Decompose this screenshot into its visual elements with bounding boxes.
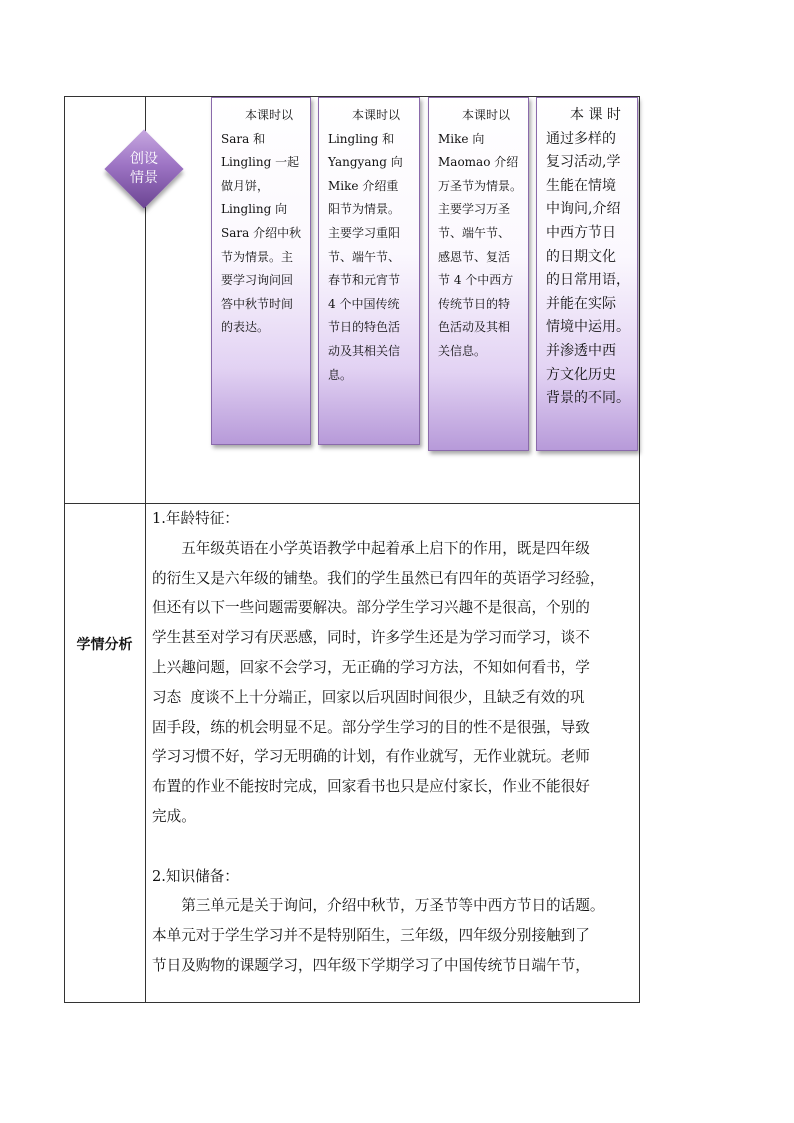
card-line: 节、端午节、	[328, 249, 401, 264]
card-line: 并能在实际	[546, 295, 616, 312]
card-line: 本课时以	[245, 108, 294, 122]
card-line: Sara 和	[221, 131, 266, 146]
card-line: 本课时以	[352, 108, 401, 122]
paragraph-line: 布置的作业不能按时完成，回家看书也只是应付家长，作业不能很好	[152, 778, 590, 796]
card-line: 情境中运用。	[546, 319, 630, 336]
card-line: Sara 介绍中秋	[221, 225, 302, 240]
card-line: Lingling 和	[328, 131, 395, 146]
card-line: 阳节为情景。	[328, 202, 401, 217]
paragraph-line: 的衍生又是六年级的铺垫。我们的学生虽然已有四年的英语学习经验，	[152, 569, 605, 587]
card-line: 息。	[328, 367, 353, 382]
card-line: 复习活动,学	[546, 154, 621, 171]
blank-line	[152, 832, 636, 862]
card-line: 色活动及其相	[438, 320, 511, 335]
paragraph-line: 但还有以下一些问题需要解决。部分学生学习兴趣不是很高，个别的	[152, 599, 590, 617]
scenario-diamond-label	[105, 130, 183, 208]
card-line: 春节和元宵节	[328, 273, 401, 288]
diamond-line: 情景	[130, 170, 158, 186]
paragraph-line: 学生甚至对学习有厌恶感，同时，许多学生还是为学习而学习，谈不	[152, 629, 590, 647]
paragraph-line: 五年级英语在小学英语教学中起着承上启下的作用，既是四年级	[181, 539, 590, 557]
paragraph-line: 节日及购物的课题学习，四年级下学期学习了中国传统节日端午节，	[152, 956, 590, 974]
card-line: Yangyang 向	[328, 155, 403, 170]
card-line: 传统节日的特	[438, 296, 511, 311]
card-line: 答中秋节时间	[221, 296, 294, 311]
lesson1-card	[211, 97, 311, 445]
card-line: 方文化历史	[546, 366, 616, 383]
card-line: 生能在情境	[546, 177, 616, 194]
card-line: 中西方节日	[546, 224, 616, 241]
lesson4-card	[536, 97, 638, 451]
learner-analysis-content	[152, 504, 636, 981]
paragraph-line: 固手段，练的机会明显不足。部分学生学习的目的性不是很强，导致	[152, 718, 590, 736]
card-line: 万圣节为情景。	[438, 178, 523, 193]
paragraph-line: 习态 度谈不上十分端正，回家以后巩固时间很少，且缺乏有效的巩	[152, 688, 585, 706]
card-line: 本课时以	[462, 108, 511, 122]
card-line: 的日常用语，	[546, 272, 630, 289]
diamond-line: 创设	[130, 151, 158, 167]
card-line: 节 4 个中西方	[438, 273, 514, 288]
lesson2-card	[318, 97, 420, 445]
section-heading: 1.年龄特征：	[152, 510, 239, 527]
lesson3-card	[428, 97, 529, 451]
card-line: 做月饼，	[221, 178, 270, 193]
paragraph-line: 上兴趣问题，回家不会学习，无正确的学习方法，不知如何看书，学	[152, 658, 590, 676]
card-line: Lingling 一起	[221, 155, 300, 170]
card-line: 本 课 时	[570, 107, 621, 123]
card-line: 感恩节、复活	[438, 249, 511, 264]
card-line: 动及其相关信	[328, 343, 401, 358]
paragraph-line: 完成。	[152, 807, 196, 825]
card-line: 背景的不同。	[546, 390, 630, 407]
card-line: 的日期文化	[546, 248, 616, 265]
card-line: Maomao 介绍	[438, 155, 519, 170]
paragraph-line: 学习习惯不好，学习无明确的计划，有作业就写，无作业就玩。老师	[152, 748, 590, 766]
card-line: 的表达。	[221, 320, 270, 335]
card-line: 并渗透中西	[546, 342, 616, 359]
card-line: Lingling 向	[221, 202, 288, 217]
card-line: 要学习询问回	[221, 273, 294, 288]
card-line: 中询问,介绍	[546, 201, 621, 218]
card-line: 主要学习重阳	[328, 225, 401, 240]
card-line: Mike 介绍重	[328, 178, 399, 193]
learner-analysis-label: 学情分析	[76, 637, 133, 653]
column-divider	[145, 97, 146, 1002]
diamond-text	[105, 130, 183, 208]
section-heading: 2.知识储备：	[152, 867, 239, 885]
paragraph-line: 第三单元是关于询问，介绍中秋节，万圣节等中西方节日的话题。	[181, 897, 605, 915]
card-line: 关信息。	[438, 343, 487, 358]
card-line: 通过多样的	[546, 130, 616, 147]
paragraph-line: 本单元对于学生学习并不是特别陌生，三年级，四年级分别接触到了	[152, 927, 590, 945]
card-line: 4 个中国传统	[328, 296, 400, 311]
card-line: 主要学习万圣	[438, 202, 511, 217]
card-line: 节日的特色活	[328, 320, 401, 335]
card-line: 节为情景。主	[221, 249, 294, 264]
card-line: 节、端午节、	[438, 225, 511, 240]
card-line: Mike 向	[438, 131, 485, 146]
